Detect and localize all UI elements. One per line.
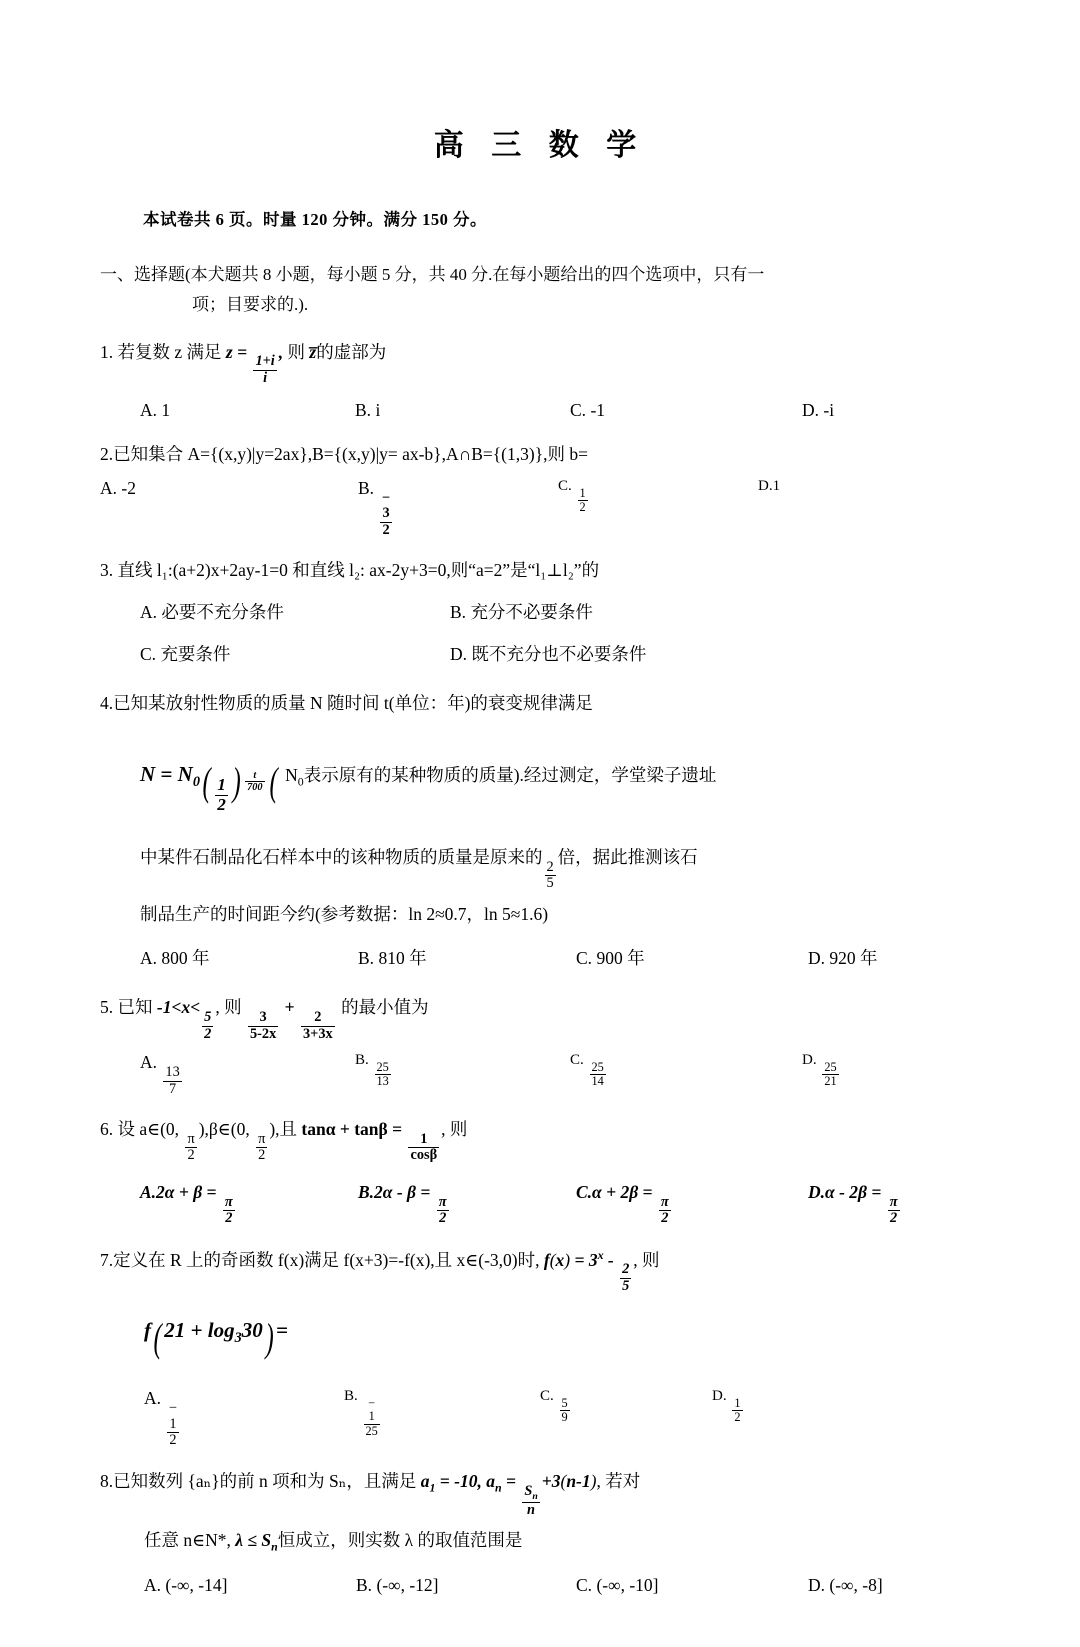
question-1-option-c[interactable]: C. -1 bbox=[570, 400, 606, 421]
question-7-options bbox=[144, 1384, 992, 1448]
paper-subtitle: 本试卷共 6 页。时量 120 分钟。满分 150 分。 bbox=[143, 210, 487, 229]
question-4-option-d[interactable]: D. 920 年 bbox=[808, 947, 878, 968]
question-6: 6. 设 a∈(0, $\frac{\pi}{2}$ ),β∈(0, $\frac{\pi}{2}$ ),且 tanα + tanβ = $\frac{1}{\cos\beta}$ , 则 A.2α + β = $\frac{\pi}{2}$ B.2α - β = $\frac{\pi}{2}$ C.α + 2β = $\frac{\pi}{2}$ D.α - 2β = $\frac{\pi}{2}$ bbox=[100, 1115, 992, 1227]
question-5-option-c[interactable]: C. $\frac{25}{14}$ bbox=[570, 1052, 604, 1089]
question-1-option-d[interactable]: D. -i bbox=[802, 400, 835, 421]
question-8-stem-post: 若对 bbox=[605, 1470, 641, 1491]
question-6-stem-pre: 设 a∈(0, $\frac{\pi}{2}$ ),β∈(0, $\frac{\pi}{2}$ ),且 bbox=[117, 1119, 298, 1164]
question-1-options bbox=[140, 396, 992, 426]
question-5-option-a[interactable]: A. $\frac{13}{7}$ bbox=[140, 1052, 180, 1097]
page-title: 高 三 数 学 bbox=[433, 129, 647, 162]
question-3-options-row1 bbox=[140, 598, 992, 628]
question-4-option-c[interactable]: C. 900 年 bbox=[576, 947, 645, 968]
question-7-option-b[interactable]: B. − 1 25 bbox=[344, 1388, 378, 1438]
question-1-number: 1. bbox=[100, 341, 114, 362]
question-8-stem-pre: 已知数列 {aₙ}的前 n 项和为 Sₙ，且满足 bbox=[113, 1470, 417, 1491]
question-7-number: 7. bbox=[100, 1249, 114, 1270]
question-8-number: 8. bbox=[100, 1470, 114, 1491]
question-7-option-a[interactable]: A. − 1 2 bbox=[144, 1388, 178, 1449]
question-2-option-c[interactable]: C. $\frac{1}{2}$ bbox=[558, 477, 586, 514]
question-6-number: 6. bbox=[100, 1119, 114, 1140]
question-4-line4: 制品生产的时间距今约(参考数据：ln 2≈0.7，ln 5≈1.6) bbox=[140, 903, 549, 924]
section-heading-line1: 一、选择题(本犬题共 8 小题，每小题 5 分，共 40 分.在每小题给出的四个选项中，只有一 bbox=[100, 265, 765, 284]
question-3-option-d[interactable]: D. 既不充分也不必要条件 bbox=[450, 643, 647, 664]
question-7: 7.定义在 R 上的奇函数 f(x)满足 f(x+3)=-f(x),且 x∈(-3,0)时, $f(x) = 3^x$ - $\frac{2}{5}$ , 则 f( $21 + \log_330$) = A. − 1 2 B. − 1 25 C. $\frac{5}{9}$ D. $\frac{1}{2}$ bbox=[100, 1245, 992, 1449]
section-heading-line2: 项；目要求的.). bbox=[192, 294, 309, 314]
question-6-stem-post: 则 bbox=[449, 1119, 468, 1140]
question-1-stem-post: 则 z̅的虚部为 bbox=[287, 341, 387, 362]
section-heading bbox=[100, 260, 990, 320]
question-8-line2-pre: 任意 n∈N*, bbox=[144, 1530, 231, 1551]
exam-paper-page bbox=[0, 120, 1080, 1647]
question-7-option-c[interactable]: C. $\frac{5}{9}$ bbox=[540, 1388, 568, 1425]
question-4-line2-rest: $N_0$表示原有的某种物质的质量).经过测定，学堂梁子遗址 bbox=[285, 764, 717, 789]
question-2-option-d[interactable]: D.1 bbox=[758, 477, 781, 494]
question-3-option-a[interactable]: A. 必要不充分条件 bbox=[140, 601, 284, 622]
question-7-stem-line2: f( $21 + \log_330$) = bbox=[144, 1315, 289, 1361]
question-3-stem: 直线 l₁:(a+2)x+2ay-1=0 和直线 l₂: ax-2y+3=0,则“a=2”是“l₁⊥l₂”的 bbox=[117, 560, 600, 581]
question-8-stem-line2 bbox=[144, 1526, 992, 1557]
question-2-number: 2. bbox=[100, 444, 114, 465]
question-5-stem-pre: 已知 bbox=[117, 997, 153, 1018]
question-4-formula: $N = N_0$( $\frac{1}{2}$ ) $^{\frac{t}{700}}$ ( bbox=[140, 759, 278, 814]
question-7-stem-post: 则 bbox=[642, 1249, 660, 1270]
question-3-option-b[interactable]: B. 充分不必要条件 bbox=[450, 601, 593, 622]
question-3-option-c[interactable]: C. 充要条件 bbox=[140, 643, 231, 664]
question-3-number: 3. bbox=[100, 560, 114, 581]
question-8-option-a[interactable]: A. (-∞, -14] bbox=[144, 1575, 228, 1596]
question-4-line2 bbox=[140, 735, 992, 829]
question-1-formula: z = $\frac{1+i}{i}$ , bbox=[225, 341, 288, 386]
question-8-options bbox=[144, 1571, 992, 1601]
question-4-option-a[interactable]: A. 800 年 bbox=[140, 947, 210, 968]
question-5-option-b[interactable]: B. $\frac{25}{13}$ bbox=[355, 1052, 389, 1089]
question-4-option-b[interactable]: B. 810 年 bbox=[358, 947, 427, 968]
question-8: 8.已知数列 {aₙ}的前 n 项和为 Sₙ，且满足 $a_1 = -10$, $a_n$ = $\frac{S_n}{n}$ +3(n-1), 若对 任意 n∈N*, $\lambda \le S_n$恒成立，则实数 λ 的取值范围是 A. (-∞, -14] B. (-∞, -12] C. (-∞, -10] D. (-∞, -8] bbox=[100, 1467, 992, 1601]
question-6-option-d[interactable]: D.α - 2β = $\frac{\pi}{2}$ bbox=[808, 1181, 898, 1227]
question-4-line3: 中某件石制品化石样本中的该种物质的质量是原来的 $\frac{2}{5}$ 倍，据此推测该石 bbox=[140, 846, 698, 892]
question-8-option-d[interactable]: D. (-∞, -8] bbox=[808, 1575, 883, 1596]
question-5-condition: -1<x< $\frac{5}{2}$ bbox=[156, 997, 212, 1042]
question-6-option-a[interactable]: A.2α + β = $\frac{\pi}{2}$ bbox=[140, 1181, 233, 1227]
question-8-line2-post: 恒成立，则实数 λ 的取值范围是 bbox=[277, 1530, 523, 1551]
question-5-number: 5. bbox=[100, 997, 114, 1018]
question-8-expression: $a_1 = -10$, $a_n$ = $\frac{S_n}{n}$ +3(n-1) bbox=[420, 1470, 597, 1518]
question-5-stem-mid: 则 bbox=[224, 997, 242, 1018]
question-2-stem: 已知集合 A={(x,y)|y=2ax},B={(x,y)|y= ax-b},A∩B={(1,3)},则 b= bbox=[113, 444, 588, 465]
question-1-option-b[interactable]: B. i bbox=[355, 400, 381, 421]
question-3-options-row2 bbox=[140, 640, 992, 670]
question-5-option-d[interactable]: D. $\frac{25}{21}$ bbox=[802, 1052, 837, 1089]
question-5-stem-post: 的最小值为 bbox=[341, 997, 429, 1018]
question-8-line2-expression: $\lambda \le S_n$ bbox=[235, 1530, 278, 1554]
question-2-option-a[interactable]: A. -2 bbox=[100, 477, 136, 498]
question-7-stem-pre: 定义在 R 上的奇函数 f(x)满足 f(x+3)=-f(x),且 x∈(-3,0)时, bbox=[113, 1249, 540, 1270]
question-7-expression: $f(x) = 3^x$ - $\frac{2}{5}$ bbox=[543, 1247, 630, 1294]
question-5-expression: $\frac{3}{5-2x}$ + $\frac{2}{3+3x}$ bbox=[249, 997, 333, 1042]
question-6-expression: tanα + tanβ = $\frac{1}{\cos\beta}$ bbox=[301, 1119, 438, 1164]
question-4-options bbox=[140, 944, 992, 974]
question-6-options bbox=[140, 1178, 992, 1227]
question-6-option-c[interactable]: C.α + 2β = $\frac{\pi}{2}$ bbox=[576, 1181, 669, 1227]
question-4-line3-pre: 中某件石制品化石样本中的该种物质的质量是原来的 bbox=[140, 846, 543, 867]
question-6-option-b[interactable]: B.2α - β = $\frac{\pi}{2}$ bbox=[358, 1181, 447, 1227]
question-4-number: 4. bbox=[100, 693, 114, 714]
question-4 bbox=[100, 689, 992, 973]
question-8-option-c[interactable]: C. (-∞, -10] bbox=[576, 1575, 659, 1596]
question-1-stem-pre: 若复数 z 满足 bbox=[117, 341, 222, 362]
question-1 bbox=[100, 338, 992, 427]
question-4-line1: 已知某放射性物质的质量 N 随时间 t(单位：年)的衰变规律满足 bbox=[113, 693, 593, 714]
question-2 bbox=[100, 440, 992, 538]
question-8-option-b[interactable]: B. (-∞, -12] bbox=[356, 1575, 439, 1596]
question-5: 5. 已知 -1<x< $\frac{5}{2}$ , 则 $\frac{3}{5-2x}$ + $\frac{2}{3+3x}$ 的最小值为 A. $\frac{13}{7}$ B. $\frac{25}{13}$ C. $\frac{25}{14}$ D. $\frac{25}{21}$ bbox=[100, 993, 992, 1097]
question-4-line3-post: 倍，据此推测该石 bbox=[557, 846, 698, 867]
question-2-options bbox=[100, 474, 992, 538]
question-1-option-a[interactable]: A. 1 bbox=[140, 400, 171, 421]
question-7-option-d[interactable]: D. $\frac{1}{2}$ bbox=[712, 1388, 741, 1425]
question-5-options bbox=[140, 1048, 992, 1097]
question-2-option-b[interactable]: B. − 3 2 bbox=[358, 477, 391, 538]
question-3 bbox=[100, 556, 992, 669]
